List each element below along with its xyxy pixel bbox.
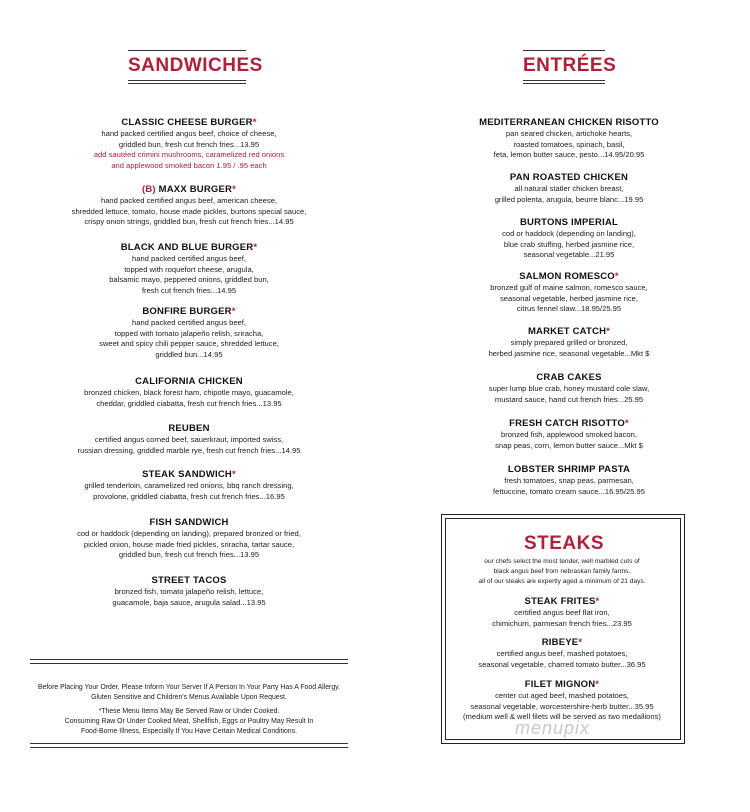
item-desc: blue crab stuffing, herbed jasmine rice, [503,239,635,249]
item-desc: cod or haddock (depending on landing), [502,229,636,238]
menu-item-crab-cakes [445,371,693,405]
item-desc: chimichurri, parmesan french fries...23.95 [492,618,632,628]
notice-rule [30,663,348,664]
item-name: PAN ROASTED CHICKEN [509,172,629,183]
menu-item-california-chicken [30,375,348,409]
notice-rule [30,747,348,748]
item-desc: fettuccine, tomato cream sauce...16.95/25.95 [493,486,645,496]
item-desc: hand packed certified angus beef, [132,318,246,327]
item-desc: cod or haddock (depending on landing), prepared bronzed or fried, [77,529,301,538]
item-desc: cheddar, griddled ciabatta, fresh cut french fries...13.95 [96,398,282,408]
steaks-title: STEAKS [523,533,605,554]
item-desc: seasonal vegetable, charred tomato butter...36.95 [478,659,646,669]
menu-item-salmon-romesco [445,270,693,315]
menupix-watermark: menupix [515,718,591,738]
notice-line: Food-Borne Illness, Especially If You Have Certain Medical Conditions. [80,728,298,735]
item-desc: shredded lettuce, tomato, house made pickles, burtons special sauce, [71,206,307,216]
menu-item-bonfire-burger [30,305,348,360]
item-name: BURTONS IMPERIAL [519,217,619,228]
notice-rule [30,659,348,660]
item-desc: mustard sauce, hand cut french fries...25.95 [494,394,644,404]
menu-item-classic-cheese-burger [30,116,348,171]
item-desc: fresh tomatoes, snap peas, parmesan, [504,476,634,485]
raw-star: * [252,117,257,128]
item-desc: certified angus beef, mashed potatoes, [496,649,628,658]
item-name: LOBSTER SHRIMP PASTA [507,464,631,475]
item-desc: topped with tomato jalapeño relish, sriracha, [114,328,264,338]
item-name: STEAK FRITES [524,596,596,607]
item-desc: snap peas, corn, lemon butter sauce...Mkt $ [495,440,643,450]
notice-line: Gluten Sensitive and Children's Menus Available Upon Request. [91,694,287,701]
item-desc: hand packed certified angus beef, choice of cheese, [101,129,277,138]
menu-item-pan-roasted-chicken [445,171,693,205]
menu-item-black-and-blue-burger [30,241,348,296]
item-addon: add sautéed crimini mushrooms, caramelized red onions [93,150,285,159]
menu-item-filet-mignon [446,678,678,723]
item-desc: pickled onion, house made fried pickles, sriracha, tartar sauce, [83,539,295,549]
item-name: MARKET CATCH [527,326,607,337]
header-rule [128,80,246,81]
header-rule [523,80,605,81]
item-name: STREET TACOS [151,575,227,586]
item-desc: fresh cut french fries...14.95 [141,285,237,295]
notice-line: Before Placing Your Order, Please Inform Your Server If A Person In Your Party Has A Food Allergy. [37,684,341,691]
item-desc: grilled polenta, arugula, beurre blanc...19.95 [494,194,644,204]
raw-star: * [232,184,236,195]
item-name: MEDITERRANEAN CHICKEN RISOTTO [479,117,659,128]
item-name: STEAK SANDWICH [142,469,232,480]
raw-star: * [231,306,236,317]
raw-star: * [595,596,600,607]
notice-line: *These Menu Items May Be Served Raw or Under Cooked. [98,708,280,715]
burtons-b-badge: (B) [141,184,156,195]
menu-item-street-tacos [30,574,348,608]
notice-text [30,683,348,737]
item-desc: griddled bun, fresh cut french fries...13.95 [118,550,260,559]
raw-star: * [595,679,600,690]
item-desc: simply prepared grilled or bronzed, [510,338,628,347]
item-desc: seasonal vegetable...21.95 [523,250,615,259]
item-name: BONFIRE BURGER [142,306,232,317]
item-name: REUBEN [168,423,210,434]
entrees-header [523,50,617,84]
item-name: FRESH CATCH RISOTTO [509,418,625,429]
raw-star: * [606,326,611,337]
item-name: CRAB CAKES [536,372,602,383]
menu-item-steak-frites [446,595,678,629]
menu-item-maxx-burger [30,183,348,228]
item-desc: hand packed certified angus beef, american cheese, [100,196,278,205]
raw-star: * [578,637,583,648]
item-name: CALIFORNIA CHICKEN [135,376,243,387]
menu-item-lobster-shrimp-pasta [445,463,693,497]
item-desc: (medium well & well filets will be served as two medallions) [463,712,661,721]
menu-item-mediterranean-chicken-risotto [445,116,693,161]
steaks-intro [446,557,678,587]
item-desc: certified angus corned beef, sauerkraut, imported swiss, [94,435,284,444]
raw-star: * [624,418,629,429]
menu-item-market-catch [445,325,693,359]
item-desc: bronzed chicken, black forest ham, chipotle mayo, guacamole, [84,388,294,397]
steaks-intro-line: our chefs select the most tender, well marbled cuts of [484,558,640,565]
sandwiches-header [128,50,263,84]
item-name: MAXX BURGER [158,184,233,195]
item-desc: bronzed gulf of maine salmon, romesco sauce, [490,283,648,292]
item-desc: citrus fennel slaw...18.95/25.95 [516,304,622,313]
item-desc: seasonal vegetable, worcestershire-herb butter...35.95 [470,701,654,711]
item-desc: super lump blue crab, honey mustard cole slaw, [488,384,650,393]
item-desc: center cut aged beef, mashed potatoes, [495,691,629,700]
notice-line: Consuming Raw Or Under Cooked Meat, Shellfish, Eggs or Poultry May Result In [64,718,314,725]
menu-item-fresh-catch-risotto [445,417,693,451]
item-desc: grilled tenderloin, caramelized red onions, bbq ranch dressing, [84,481,294,490]
item-name: FILET MIGNON [524,679,596,690]
item-desc: all natural statler chicken breast, [514,184,624,193]
item-desc: russian dressing, griddled marble rye, fresh cut french fries...14.95 [77,445,301,455]
steaks-intro-line: all of our steaks are expertly aged a minimum of 21 days. [478,578,646,585]
item-desc: certified angus beef flat iron, [514,608,610,617]
menu-item-burtons-imperial [445,216,693,261]
item-desc: pan seared chicken, artichoke hearts, [505,129,633,138]
item-name: RIBEYE [541,637,579,648]
item-desc: griddled bun, fresh cut french fries...13.95 [118,139,260,149]
item-desc: bronzed fish, applewood smoked bacon, [501,430,637,439]
menu-item-fish-sandwich [30,516,348,561]
item-name: FISH SANDWICH [149,517,229,528]
steaks-header [522,533,606,555]
item-desc: seasonal vegetable, herbed jasmine rice, [499,293,639,303]
menu-item-ribeye [446,636,678,670]
item-name: BLACK AND BLUE BURGER [120,242,254,253]
header-rule [128,83,246,84]
steaks-intro-line: black angus beef from nebraskan family farms. [493,568,631,575]
item-desc: topped with roquefort cheese, arugula, [124,264,254,274]
item-name: SALMON ROMESCO [519,271,615,282]
item-desc: feta, lemon butter sauce, pesto...14.95/20.95 [493,150,645,159]
item-desc: guacamole, baja sauce, arugula salad...13.95 [112,597,266,607]
header-rule [523,83,605,84]
item-desc: provolone, griddled ciabatta, fresh cut french fries...16.95 [93,491,285,501]
raw-star: * [253,242,258,253]
raw-star: * [614,271,619,282]
item-name: CLASSIC CHEESE BURGER [121,117,253,128]
item-desc: roasted tomatoes, spinach, basil, [513,139,625,149]
entrees-title: ENTRÉES [523,55,617,76]
menu-item-steak-sandwich [30,468,348,502]
menu-item-reuben [30,422,348,456]
item-desc: crispy onion strings, griddled bun, fresh cut french fries...14.95 [84,217,294,226]
item-desc: balsamic mayo, peppered onions, griddled bun, [109,275,269,284]
sandwiches-title: SANDWICHES [128,55,263,76]
item-desc: herbed jasmine rice, seasonal vegetable...Mkt $ [488,348,650,358]
item-desc: sweet and spicy chili pepper sauce, shredded lettuce, [99,339,279,348]
raw-star: * [231,469,236,480]
item-desc: griddled bun...14.95 [155,349,223,359]
item-addon: and applewood smoked bacon 1.95 / .95 each [111,160,267,170]
notice-rule [30,743,348,744]
item-desc: bronzed fish, tomato jalapeño relish, lettuce, [114,587,264,596]
allergy-notice [30,659,348,749]
item-desc: hand packed certified angus beef, [132,254,246,263]
